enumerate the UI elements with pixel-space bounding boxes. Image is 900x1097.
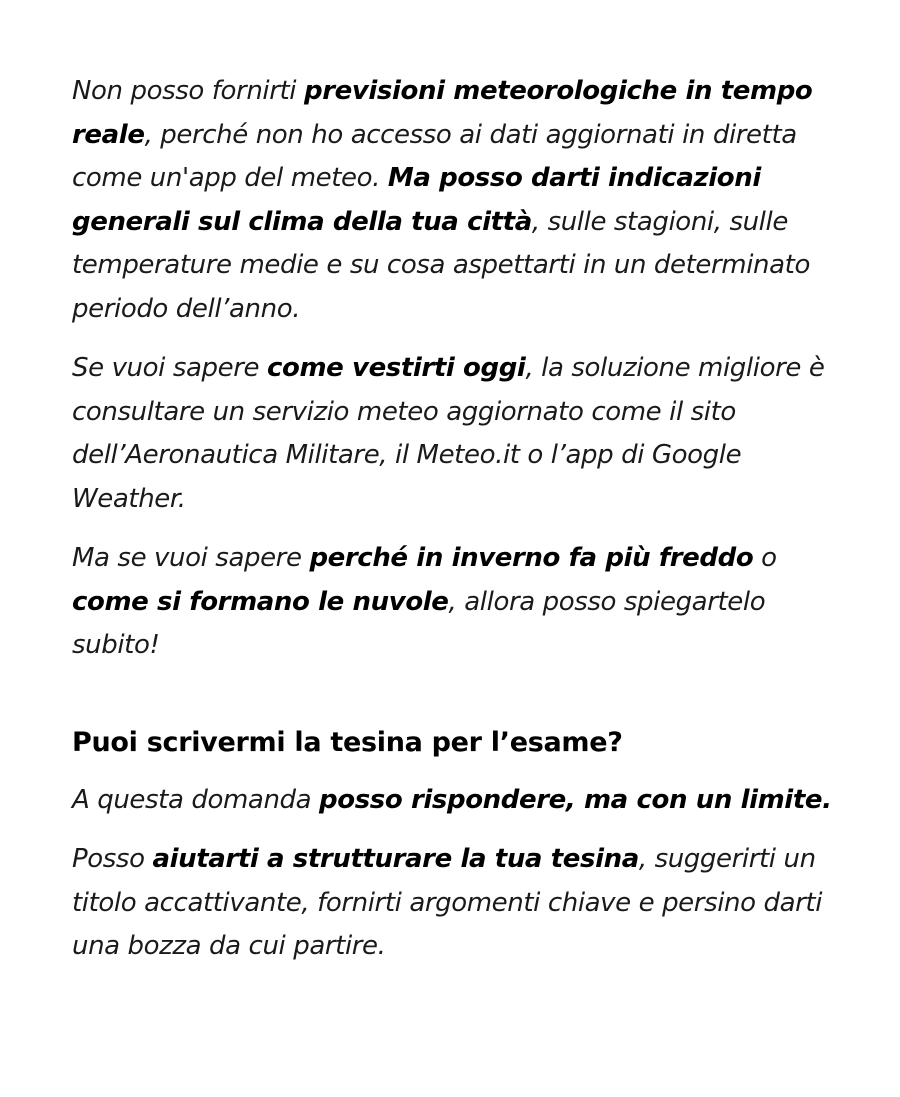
text-run: Ma se vuoi sapere [72, 543, 310, 573]
bold-run: previsioni meteorologiche in tempo reale [72, 76, 813, 150]
text-run: , sulle stagioni, sulle temperature medie e su cosa aspettarti in un determinato periodo dell’anno. [72, 206, 810, 324]
weather-paragraph-2 [72, 347, 832, 521]
bold-run: Ma posso darti indicazioni generali sul clima della tua città [72, 163, 761, 237]
text-run: , suggerirti un titolo accattivante, fornirti argomenti chiave e persino darti una bozza da cui partire. [72, 844, 823, 961]
thesis-paragraph-2 [72, 838, 832, 969]
text-run: Posso [72, 844, 153, 874]
text-run: , allora posso spiegartelo subito! [72, 586, 766, 660]
weather-paragraph-3 [72, 537, 832, 668]
section-heading: Puoi scrivermi la tesina per l’esame? [72, 726, 623, 758]
bold-run: aiutarti a strutturare la tua tesina [152, 844, 639, 874]
text-run: Se vuoi sapere [72, 353, 267, 383]
document-page [72, 70, 832, 969]
text-run: o [753, 543, 777, 573]
text-run: Non posso fornirti [72, 76, 304, 106]
bold-run: come si formano le nuvole [72, 586, 449, 617]
text-run: , perché non ho accesso ai dati aggiornati in diretta come un'app del meteo. [72, 119, 797, 193]
thesis-paragraph-1 [72, 779, 832, 823]
bold-run: perché in inverno fa più freddo [309, 543, 754, 573]
bold-run: come vestirti oggi [266, 353, 526, 383]
bold-run: posso rispondere, ma con un limite. [319, 784, 832, 815]
text-run: A questa domanda [72, 784, 320, 815]
text-run: , la soluzione migliore è consultare un servizio meteo aggiornato come il sito dell’Aeronautica Militare, il Meteo.it o l’app di Google Weather. [72, 353, 825, 514]
weather-paragraph-1 [72, 70, 832, 331]
